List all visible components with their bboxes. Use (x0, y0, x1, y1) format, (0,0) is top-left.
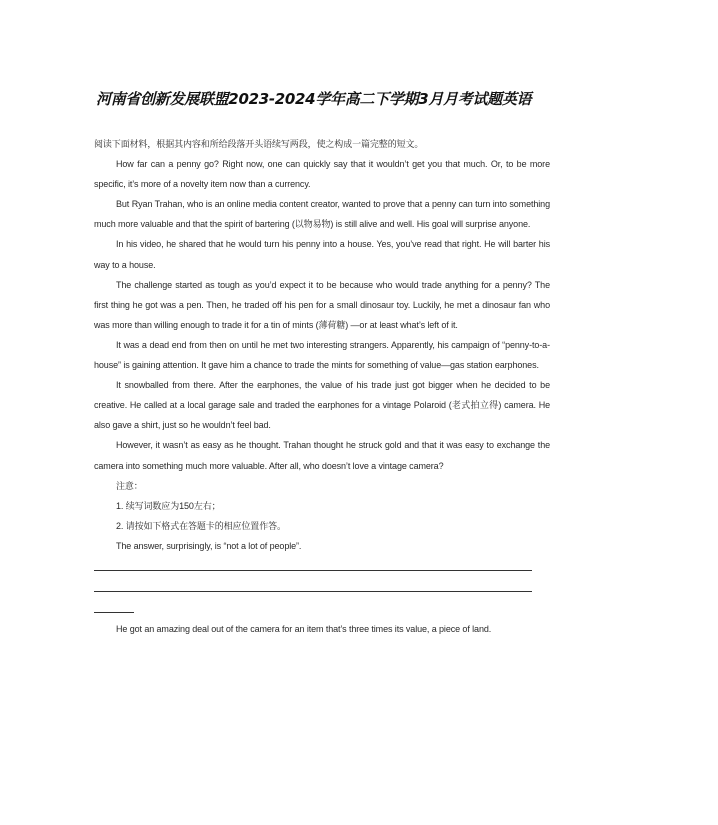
notes-heading: 注意： (116, 480, 143, 491)
passage-paragraph-1: How far can a penny go? Right now, one can quickly say that it wouldn’t get you that much. Or, to be more specific, it’s more of a novelty item now than a currency. (94, 159, 550, 190)
answer-line (94, 598, 134, 613)
passage-paragraph-5: It was a dead end from then on until he met two interesting strangers. Apparently, his campaign of “penny-to-a-house” is gaining attention. It gave him a chance to trade the mints for something of value—gas station earphones. (94, 339, 550, 371)
answer-line (94, 577, 532, 592)
passage-paragraph-6: It snowballed from there. After the earphones, the value of his trade just got bigger when he decided to be creative. He called at a local garage sale and traded the earphones for a vintage Polaroid (老式拍立得) camera. He also gave a shirt, just so he wouldn’t feel bad. (94, 380, 550, 431)
passage-paragraph-2: But Ryan Trahan, who is an online media content creator, wanted to prove that a penny can turn into something much more valuable and that the spirit of bartering (以物易物) is still alive and well. His goal will surprise anyone. (94, 199, 550, 230)
document-body (94, 134, 550, 639)
answer-line (94, 556, 532, 571)
passage-paragraph-7: However, it wasn’t as easy as he thought. Trahan thought he struck gold and that it was easy to exchange the camera into something much more valuable. After all, who doesn’t love a vintage camera? (94, 440, 550, 471)
note-item-2: 2. 请按如下格式在答题卡的相应位置作答。 (116, 520, 286, 531)
note-item-1: 1. 续写词数应为150左右； (116, 500, 221, 511)
continuation-opening-1: The answer, surprisingly, is “not a lot of people”. (116, 540, 302, 551)
instruction-text: 阅读下面材料，根据其内容和所给段落开头语续写两段，使之构成一篇完整的短文。 (94, 139, 424, 149)
page-title: 河南省创新发展联盟2023-2024学年高二下学期3月月考试题英语 (96, 90, 532, 108)
passage-paragraph-3: In his video, he shared that he would turn his penny into a house. Yes, you’ve read that right. He will barter his way to a house. (94, 239, 550, 270)
continuation-opening-2: He got an amazing deal out of the camera for an item that’s three times its value, a piece of land. (116, 623, 492, 634)
passage-paragraph-4: The challenge started as tough as you’d expect it to be because who would trade anything for a penny? The first thing he got was a pen. Then, he traded off his pen for a small dinosaur toy. Luckily, he met a dinosaur fan who was more than willing enough to trade it for a tin of mints (薄荷糖) —or at least what’s left of it. (94, 279, 550, 330)
